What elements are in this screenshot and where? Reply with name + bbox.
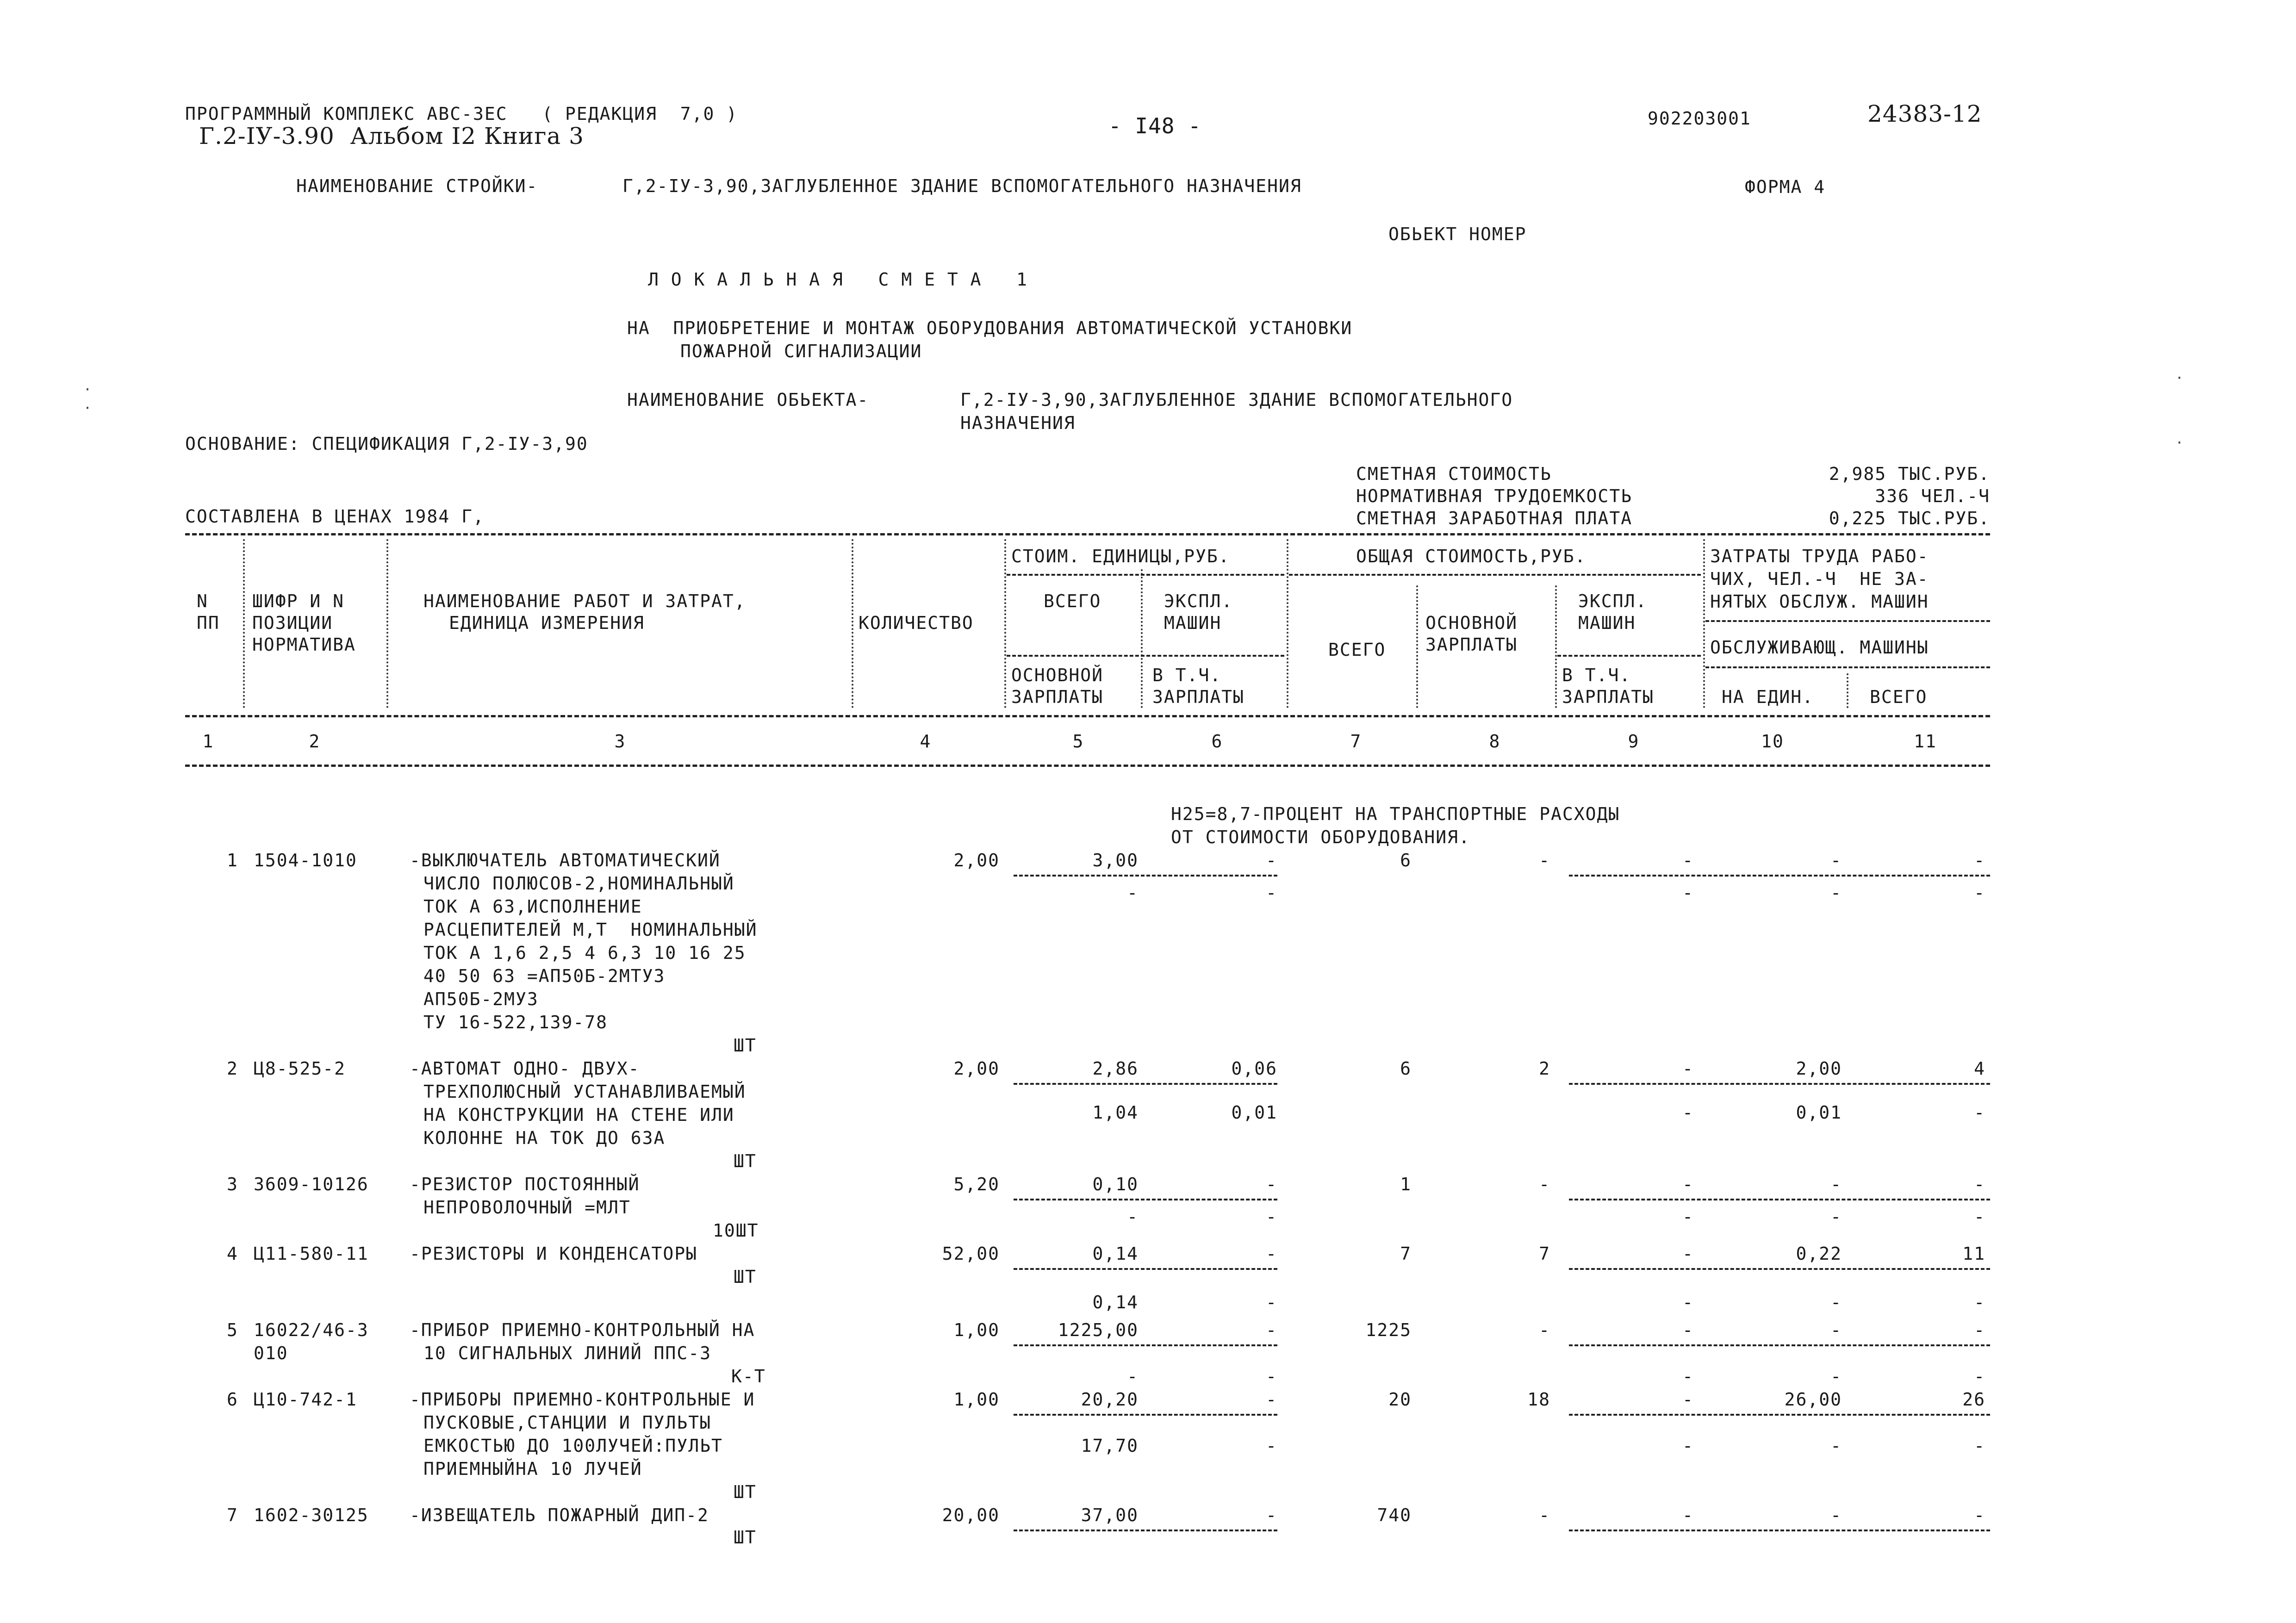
row-number: 7	[227, 1505, 238, 1525]
row-name-line: НЕПРОВОЛОЧНЫЙ =МЛТ	[423, 1197, 631, 1218]
col-labor-1: ЗАТРАТЫ ТРУДА РАБО-	[1710, 546, 1929, 566]
row-total-incl: -	[1682, 883, 1694, 903]
row-code: Ц10-742-1	[254, 1389, 357, 1410]
cell-rule	[1569, 1530, 1990, 1531]
col-number-2: 2	[309, 731, 321, 752]
purpose-line-2: ПОЖАРНОЙ СИГНАЛИЗАЦИИ	[680, 341, 922, 361]
col-unit-basic-1: ОСНОВНОЙ	[1011, 665, 1104, 685]
cell-rule	[1014, 1530, 1277, 1531]
row-total-all: 6	[1400, 1058, 1412, 1079]
row-unit: ШТ	[734, 1151, 757, 1171]
row-qty: 2,00	[953, 1058, 1000, 1079]
row-labor-total: -	[1974, 1320, 1985, 1340]
col-number-9: 9	[1628, 731, 1640, 752]
row-labor-unit-sub: -	[1830, 1292, 1842, 1312]
basis-line: ОСНОВАНИЕ: СПЕЦИФИКАЦИЯ Г,2-IУ-3,90	[185, 434, 588, 454]
total-label-labor: НОРМАТИВНАЯ ТРУДОЕМКОСТЬ	[1356, 486, 1633, 506]
row-total-incl: -	[1682, 1436, 1694, 1456]
row-unit: ШТ	[734, 1267, 757, 1287]
row-name-line: -ПРИБОРЫ ПРИЕМНО-КОНТРОЛЬНЫЕ И	[410, 1389, 755, 1410]
row-name-line: ЕМКОСТЬЮ ДО 100ЛУЧЕЙ:ПУЛЬТ	[423, 1436, 723, 1456]
row-code: Ц8-525-2	[254, 1058, 346, 1079]
cell-rule	[1569, 1414, 1990, 1416]
row-name-line: ТРЕХПОЛЮСНЫЙ УСТАНАВЛИВАЕМЫЙ	[423, 1082, 746, 1102]
row-unit-basic: -	[1127, 1206, 1139, 1227]
row-labor-unit-sub: -	[1830, 1436, 1842, 1456]
row-total-basic: -	[1539, 1320, 1550, 1340]
col-shifr-line3: НОРМАТИВА	[252, 634, 356, 655]
row-number: 3	[227, 1174, 238, 1194]
row-labor-total-sub: -	[1974, 1292, 1985, 1312]
row-unit: К-Т	[731, 1366, 766, 1387]
cell-rule	[1014, 1199, 1277, 1200]
row-unit-all: 0,10	[1092, 1174, 1139, 1194]
row-total-all: 6	[1400, 850, 1412, 871]
col-qty: КОЛИЧЕСТВО	[859, 613, 974, 633]
col-number-7: 7	[1350, 731, 1362, 752]
row-labor-total: 4	[1974, 1058, 1985, 1079]
row-total-incl: -	[1682, 1206, 1694, 1227]
row-name-line: НА КОНСТРУКЦИИ НА СТЕНЕ ИЛИ	[423, 1105, 734, 1125]
row-number: 1	[227, 850, 238, 871]
row-name-line: ПУСКОВЫЕ,СТАНЦИИ И ПУЛЬТЫ	[423, 1412, 711, 1433]
stroika-value: Г,2-IУ-3,90,ЗАГЛУБЛЕННОЕ ЗДАНИЕ ВСПОМОГАТЕЛЬНОГО НАЗНАЧЕНИЯ	[622, 176, 1302, 196]
row-unit-all: 2,86	[1092, 1058, 1139, 1079]
row-code: 1504-1010	[254, 850, 357, 871]
row-total-basic: 7	[1539, 1244, 1550, 1264]
row-name-line: ЧИСЛО ПОЛЮСОВ-2,НОМИНАЛЬНЫЙ	[423, 873, 734, 894]
col-unit-incl-2: ЗАРПЛАТЫ	[1152, 687, 1245, 707]
col-number-11: 11	[1914, 731, 1937, 752]
row-unit-mach: -	[1266, 1389, 1277, 1410]
col-labor-total: ВСЕГО	[1870, 687, 1928, 707]
object-number: ОБЬЕКТ НОМЕР	[1388, 224, 1527, 244]
row-labor-total-sub: -	[1974, 1102, 1985, 1123]
row-labor-total-sub: -	[1974, 1206, 1985, 1227]
col-divider	[852, 539, 853, 708]
page-number: - I48 -	[1108, 113, 1201, 138]
row-number: 5	[227, 1320, 238, 1340]
row-unit-mach: -	[1266, 1505, 1277, 1525]
row-labor-unit: 2,00	[1796, 1058, 1842, 1079]
col-divider	[1847, 673, 1848, 708]
row-labor-unit: 26,00	[1784, 1389, 1842, 1410]
row-labor-total-sub: -	[1974, 883, 1985, 903]
row-total-basic: -	[1539, 1174, 1550, 1194]
sub-rule	[1705, 620, 1990, 622]
col-shifr-line1: ШИФР И N	[252, 591, 345, 611]
cell-rule	[1014, 875, 1277, 877]
row-labor-unit: -	[1830, 1174, 1842, 1194]
row-name-line: ТОК А 63,ИСПОЛНЕНИЕ	[423, 896, 642, 917]
row-unit-mach: -	[1266, 1320, 1277, 1340]
row-total-mach: -	[1682, 1058, 1694, 1079]
purpose-line-1: НА ПРИОБРЕТЕНИЕ И МОНТАЖ ОБОРУДОВАНИЯ АВТОМАТИЧЕСКОЙ УСТАНОВКИ	[627, 318, 1353, 338]
row-total-all: 1	[1400, 1174, 1412, 1194]
transport-note-1: Н25=8,7-ПРОЦЕНТ НА ТРАНСПОРТНЫЕ РАСХОДЫ	[1171, 804, 1620, 824]
row-name-line: -ПРИБОР ПРИЕМНО-КОНТРОЛЬНЫЙ НА	[410, 1320, 755, 1340]
col-unit-all: ВСЕГО	[1044, 591, 1101, 611]
row-unit-all: 37,00	[1081, 1505, 1139, 1525]
binder-mark: ·	[2175, 370, 2184, 386]
total-value-labor: 336 ЧЕЛ.-Ч	[1875, 486, 1990, 506]
header-top-rule	[185, 533, 1990, 535]
col-unit-incl-1: В Т.Ч.	[1152, 665, 1222, 685]
row-unit: 10ШТ	[713, 1220, 759, 1241]
row-labor-total-sub: -	[1974, 1366, 1985, 1387]
cell-rule	[1569, 875, 1990, 877]
object-value-1: Г,2-IУ-3,90,ЗАГЛУБЛЕННОЕ ЗДАНИЕ ВСПОМОГАТЕЛЬНОГО	[960, 390, 1513, 410]
row-unit-all: 1225,00	[1058, 1320, 1139, 1340]
col-n-line1: N	[197, 591, 208, 611]
sub-rule	[1007, 655, 1284, 657]
row-name-line: -РЕЗИСТОРЫ И КОНДЕНСАТОРЫ	[410, 1244, 697, 1264]
row-unit-all: 3,00	[1092, 850, 1139, 871]
object-label: НАИМЕНОВАНИЕ ОБЬЕКТА-	[627, 390, 869, 410]
row-total-mach: -	[1682, 1505, 1694, 1525]
row-unit-basic: -	[1127, 1366, 1139, 1387]
row-labor-unit: -	[1830, 1320, 1842, 1340]
row-unit-incl: -	[1266, 883, 1277, 903]
object-value-2: НАЗНАЧЕНИЯ	[960, 413, 1076, 433]
col-number-5: 5	[1072, 731, 1084, 752]
row-unit-mach: 0,06	[1231, 1058, 1277, 1079]
row-unit: ШТ	[734, 1482, 757, 1502]
row-labor-unit: -	[1830, 850, 1842, 871]
row-qty: 2,00	[953, 850, 1000, 871]
col-name-line1: НАИМЕНОВАНИЕ РАБОТ И ЗАТРАТ,	[423, 591, 746, 611]
col-number-8: 8	[1489, 731, 1501, 752]
row-name-line: ТУ 16-522,139-78	[423, 1012, 608, 1032]
row-total-all: 7	[1400, 1244, 1412, 1264]
col-number-1: 1	[202, 731, 214, 752]
row-total-all: 20	[1388, 1389, 1412, 1410]
row-total-incl: -	[1682, 1102, 1694, 1123]
col-divider	[243, 539, 245, 708]
row-total-all: 740	[1377, 1505, 1412, 1525]
col-unit-mach-2: МАШИН	[1164, 613, 1222, 633]
col-number-3: 3	[614, 731, 626, 752]
col-total-all: ВСЕГО	[1328, 640, 1386, 660]
row-qty: 1,00	[953, 1320, 1000, 1340]
row-labor-total: -	[1974, 1505, 1985, 1525]
forma-label: ФОРМА 4	[1745, 177, 1826, 197]
col-total-cost: ОБЩАЯ СТОИМОСТЬ,РУБ.	[1356, 546, 1587, 566]
row-labor-total-sub: -	[1974, 1436, 1985, 1456]
cell-rule	[1569, 1199, 1990, 1200]
col-labor-unit: НА ЕДИН.	[1722, 687, 1814, 707]
col-n-line2: ПП	[197, 613, 220, 633]
row-name-line: -ВЫКЛЮЧАТЕЛЬ АВТОМАТИЧЕСКИЙ	[410, 850, 721, 871]
row-labor-total: 11	[1962, 1244, 1985, 1264]
row-name-line: ПРИЕМНЫЙНА 10 ЛУЧЕЙ	[423, 1459, 642, 1479]
row-unit-incl: -	[1266, 1206, 1277, 1227]
row-unit-incl: -	[1266, 1436, 1277, 1456]
row-unit-all: 0,14	[1092, 1244, 1139, 1264]
prices-line: СОСТАВЛЕНА В ЦЕНАХ 1984 Г,	[185, 506, 485, 527]
row-qty: 1,00	[953, 1389, 1000, 1410]
col-number-4: 4	[920, 731, 932, 752]
row-qty: 5,20	[953, 1174, 1000, 1194]
row-unit-basic: 17,70	[1081, 1436, 1139, 1456]
row-code: 3609-10126	[254, 1174, 369, 1194]
row-total-basic: 18	[1527, 1389, 1550, 1410]
col-divider	[386, 539, 388, 708]
col-total-incl-2: ЗАРПЛАТЫ	[1562, 687, 1655, 707]
row-total-basic: 2	[1539, 1058, 1550, 1079]
col-labor-sub: ОБСЛУЖИВАЮЩ. МАШИНЫ	[1710, 637, 1929, 658]
row-labor-unit: 0,22	[1796, 1244, 1842, 1264]
row-total-mach: -	[1682, 1320, 1694, 1340]
binder-mark: ·	[83, 400, 92, 417]
row-number: 6	[227, 1389, 238, 1410]
row-labor-total: 26	[1962, 1389, 1985, 1410]
binder-mark: ·	[2175, 435, 2184, 451]
stroika-label: НАИМЕНОВАНИЕ СТРОЙКИ-	[296, 176, 538, 196]
row-total-basic: -	[1539, 850, 1550, 871]
row-unit-basic: 1,04	[1092, 1102, 1139, 1123]
row-total-mach: -	[1682, 850, 1694, 871]
col-divider	[1141, 569, 1143, 708]
col-divider	[1416, 585, 1418, 708]
row-code-cont: 010	[254, 1343, 288, 1363]
row-unit-basic: 0,14	[1092, 1292, 1139, 1312]
row-unit: ШТ	[734, 1527, 757, 1548]
row-qty: 20,00	[942, 1505, 1000, 1525]
row-unit-basic: -	[1127, 883, 1139, 903]
row-name-line: КОЛОННЕ НА ТОК ДО 63А	[423, 1128, 666, 1148]
row-name-line: РАСЦЕПИТЕЛЕЙ М,Т НОМИНАЛЬНЫЙ	[423, 920, 758, 940]
row-labor-unit-sub: -	[1830, 883, 1842, 903]
col-number-10: 10	[1761, 731, 1784, 752]
row-total-incl: -	[1682, 1292, 1694, 1312]
row-name-line: -ИЗВЕЩАТЕЛЬ ПОЖАРНЫЙ ДИП-2	[410, 1505, 709, 1525]
row-total-all: 1225	[1365, 1320, 1412, 1340]
col-divider	[1287, 539, 1288, 708]
col-total-basic-1: ОСНОВНОЙ	[1425, 613, 1518, 633]
col-divider	[1703, 539, 1705, 708]
col-unit-cost: СТОИМ. ЕДИНИЦЫ,РУБ.	[1011, 546, 1230, 566]
row-code: 16022/46-3	[254, 1320, 369, 1340]
row-labor-unit: -	[1830, 1505, 1842, 1525]
total-value-cost: 2,985 ТЫС.РУБ.	[1829, 464, 1990, 484]
cell-rule	[1014, 1083, 1277, 1085]
row-name-line: -АВТОМАТ ОДНО- ДВУХ-	[410, 1058, 640, 1079]
row-labor-total: -	[1974, 850, 1985, 871]
col-number-6: 6	[1211, 731, 1223, 752]
row-total-basic: -	[1539, 1505, 1550, 1525]
col-total-basic-2: ЗАРПЛАТЫ	[1425, 634, 1518, 655]
col-total-incl-1: В Т.Ч.	[1562, 665, 1631, 685]
row-unit-incl: 0,01	[1231, 1102, 1277, 1123]
document-code: 902203001	[1648, 108, 1751, 129]
col-unit-mach-1: ЭКСПЛ.	[1164, 591, 1233, 611]
header-bottom-rule	[185, 765, 1990, 767]
row-total-mach: -	[1682, 1244, 1694, 1264]
row-unit-incl: -	[1266, 1366, 1277, 1387]
row-unit-mach: -	[1266, 850, 1277, 871]
handwritten-number: 24383-12	[1867, 100, 1982, 127]
cell-rule	[1014, 1414, 1277, 1416]
row-code: 1602-30125	[254, 1505, 369, 1525]
col-unit-basic-2: ЗАРПЛАТЫ	[1011, 687, 1104, 707]
header-mid-rule	[185, 715, 1990, 717]
row-unit-mach: -	[1266, 1244, 1277, 1264]
row-name-line: 40 50 63 =АП50Б-2МТУ3	[423, 966, 666, 986]
row-total-mach: -	[1682, 1174, 1694, 1194]
col-labor-3: НЯТЫХ ОБСЛУЖ. МАШИН	[1710, 591, 1929, 612]
cell-rule	[1569, 1083, 1990, 1085]
row-name-line: ТОК А 1,6 2,5 4 6,3 10 16 25	[423, 943, 746, 963]
row-name-line: АП50Б-2МУ3	[423, 989, 539, 1009]
total-value-wage: 0,225 ТЫС.РУБ.	[1829, 508, 1990, 529]
col-name-line2: ЕДИНИЦА ИЗМЕРЕНИЯ	[449, 613, 645, 633]
col-total-mach-2: МАШИН	[1578, 613, 1636, 633]
row-name-line: 10 СИГНАЛЬНЫХ ЛИНИЙ ППС-3	[423, 1343, 711, 1363]
col-divider	[1555, 585, 1557, 708]
row-number: 4	[227, 1244, 238, 1264]
col-shifr-line2: ПОЗИЦИИ	[252, 613, 333, 633]
sub-rule	[1007, 574, 1284, 576]
row-name-line: -РЕЗИСТОР ПОСТОЯННЫЙ	[410, 1174, 640, 1194]
total-label-cost: СМЕТНАЯ СТОИМОСТЬ	[1356, 464, 1552, 484]
row-labor-unit-sub: -	[1830, 1206, 1842, 1227]
cell-rule	[1569, 1344, 1990, 1346]
album-line: Г.2-IУ-3.90 Альбом I2 Книга 3	[199, 123, 584, 149]
col-total-mach-1: ЭКСПЛ.	[1578, 591, 1648, 611]
row-unit-mach: -	[1266, 1174, 1277, 1194]
row-qty: 52,00	[942, 1244, 1000, 1264]
row-labor-unit-sub: 0,01	[1796, 1102, 1842, 1123]
total-label-wage: СМЕТНАЯ ЗАРАБОТНАЯ ПЛАТА	[1356, 508, 1633, 529]
sub-rule	[1705, 666, 1990, 668]
transport-note-2: ОТ СТОИМОСТИ ОБОРУДОВАНИЯ.	[1171, 827, 1470, 847]
program-line: ПРОГРАММНЫЙ КОМПЛЕКС АВС-3ЕС ( РЕДАКЦИЯ 7,0 )	[185, 104, 738, 124]
cell-rule	[1014, 1344, 1277, 1346]
row-total-mach: -	[1682, 1389, 1694, 1410]
row-total-incl: -	[1682, 1366, 1694, 1387]
col-labor-2: ЧИХ, ЧЕЛ.-Ч НЕ ЗА-	[1710, 569, 1929, 589]
row-unit: ШТ	[734, 1035, 757, 1056]
row-labor-total: -	[1974, 1174, 1985, 1194]
col-divider	[1004, 539, 1006, 708]
row-code: Ц11-580-11	[254, 1244, 369, 1264]
cell-rule	[1569, 1268, 1990, 1270]
sub-rule	[1557, 655, 1701, 657]
document-title: Л О К А Л Ь Н А Я С М Е Т А 1	[648, 269, 1028, 290]
row-number: 2	[227, 1058, 238, 1079]
binder-mark: ·	[83, 382, 92, 398]
sub-rule	[1289, 574, 1701, 576]
row-labor-unit-sub: -	[1830, 1366, 1842, 1387]
cell-rule	[1014, 1268, 1277, 1270]
row-unit-incl: -	[1266, 1292, 1277, 1312]
row-unit-all: 20,20	[1081, 1389, 1139, 1410]
